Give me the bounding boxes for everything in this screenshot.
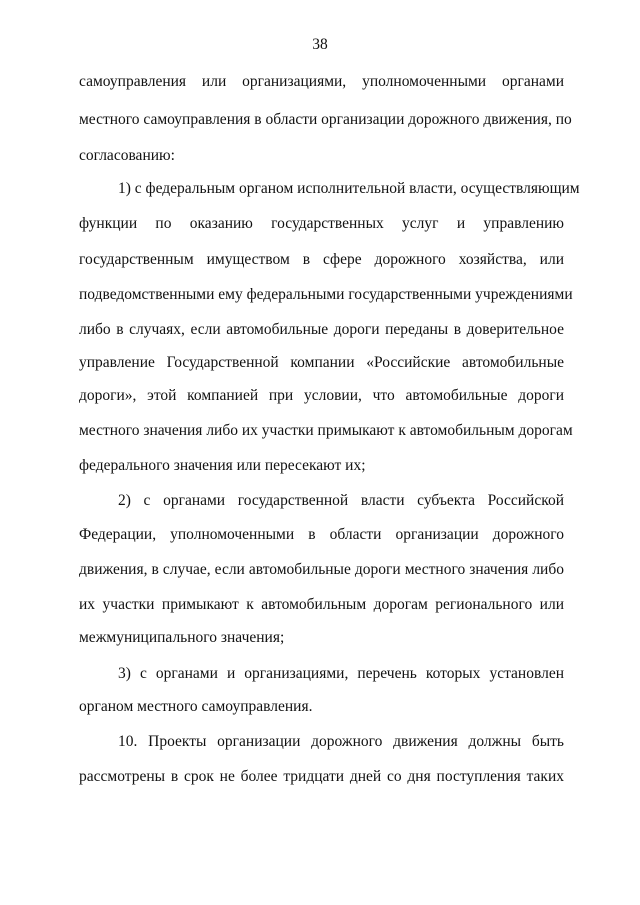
text-line: органом местного самоуправления. (79, 698, 313, 715)
text-line: их участки примыкают к автомобильным дорогам регионального или (79, 596, 564, 613)
text-line: подведомственными ему федеральными государственными учреждениями (79, 286, 573, 303)
text-line: рассмотрены в срок не более тридцати дней со дня поступления таких (79, 768, 564, 785)
text-line: федерального значения или пересекают их; (79, 457, 366, 474)
text-line: либо в случаях, если автомобильные дороги переданы в доверительное (79, 321, 564, 338)
text-line: государственным имуществом в сфере дорожного хозяйства, или (79, 251, 564, 268)
text-line: 2) с органами государственной власти субъекта Российской (118, 492, 564, 509)
text-line: согласованию: (79, 147, 175, 164)
text-line: местного самоуправления в области организации дорожного движения, по (79, 111, 572, 128)
text-line: функции по оказанию государственных услуг и управлению (79, 215, 564, 232)
text-line: местного значения либо их участки примыкают к автомобильным дорогам (79, 422, 573, 439)
text-line: Федерации, уполномоченными в области организации дорожного (79, 526, 564, 543)
text-line: 3) с органами и организациями, перечень которых установлен (118, 665, 564, 682)
text-line: 1) с федеральным органом исполнительной власти, осуществляющим (118, 180, 580, 197)
text-line: дороги», этой компанией при условии, что автомобильные дороги (79, 387, 564, 404)
page-number: 38 (312, 36, 328, 53)
text-line: межмуниципального значения; (79, 629, 285, 646)
text-line: движения, в случае, если автомобильные дороги местного значения либо (79, 561, 564, 578)
text-line: управление Государственной компании «Российские автомобильные (79, 354, 564, 371)
text-line: самоуправления или организациями, уполномоченными органами (79, 73, 564, 90)
text-line: 10. Проекты организации дорожного движения должны быть (118, 733, 564, 750)
